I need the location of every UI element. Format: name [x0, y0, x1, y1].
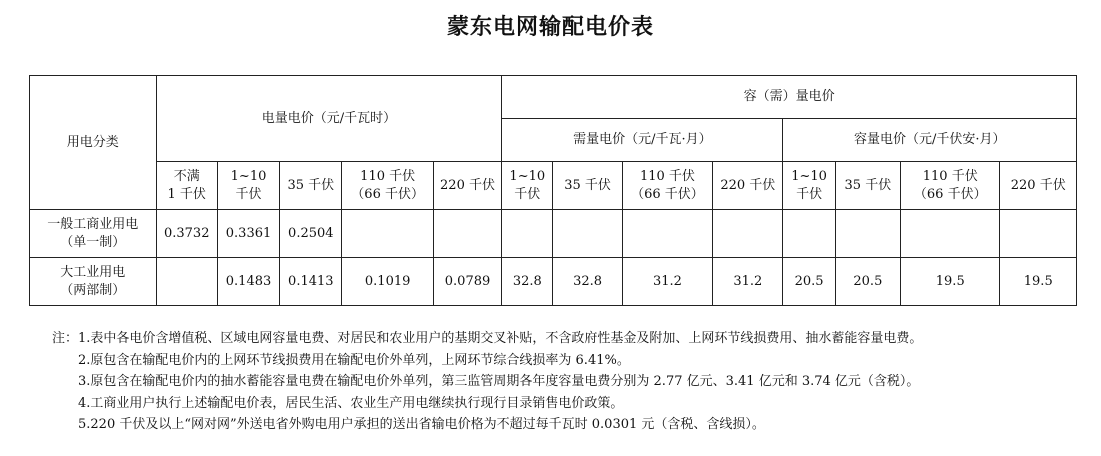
energy-voltage-col [280, 162, 342, 210]
demand-voltage-col [713, 162, 783, 210]
energy-voltage-col [433, 162, 501, 210]
col-label-line: 110 千伏 [360, 168, 416, 184]
price-cell: 32.8 [553, 258, 622, 306]
col-label-line: 110 千伏 [639, 168, 695, 184]
price-cell: 19.5 [901, 258, 1000, 306]
price-cell: 32.8 [502, 258, 553, 306]
capacity-voltage-col [783, 162, 835, 210]
col-label-line: 1 千伏 [167, 186, 206, 202]
price-cell: 31.2 [713, 258, 783, 306]
price-cell: 31.2 [622, 258, 712, 306]
col-label-line: 220 千伏 [1010, 177, 1066, 193]
col-label-line: （66 千伏） [631, 186, 704, 202]
price-cell: 20.5 [783, 258, 835, 306]
energy-price-header: 电量电价（元/千瓦时） [156, 76, 502, 162]
notes-prefix: 注： [52, 331, 79, 346]
col-label-line: 220 千伏 [440, 177, 495, 193]
table-row [30, 258, 1077, 306]
row-header-cell: 用电分类 [30, 76, 157, 210]
price-cell: 0.2504 [280, 210, 342, 258]
demand-voltage-col [502, 162, 553, 210]
price-cell: 0.3732 [156, 210, 217, 258]
capacity-price-header: 容量电价（元/千伏安·月） [783, 119, 1077, 162]
energy-voltage-col [156, 162, 217, 210]
price-cell: 0.0789 [433, 258, 501, 306]
col-label-line: 1~10 [791, 168, 827, 184]
price-cell [156, 258, 217, 306]
col-label-line: 35 千伏 [844, 177, 892, 193]
note-text: 1.表中各电价含增值税、区域电网容量电费、对居民和农业用户的基期交叉补贴，不含政府性基金及附加、上网环节线损费用、抽水蓄能容量电费。 [78, 331, 923, 346]
col-label-line: 35 千伏 [287, 177, 335, 193]
col-label-line: （66 千伏） [351, 186, 424, 202]
category-label: 一般工商业用电 （单一制） [30, 210, 157, 258]
col-label-line: 220 千伏 [720, 177, 776, 193]
category-label: 大工业用电 （两部制） [30, 258, 157, 306]
price-cell [783, 210, 835, 258]
price-cell [553, 210, 622, 258]
demand-price-header: 需量电价（元/千瓦·月） [502, 119, 783, 162]
tariff-table [29, 75, 1077, 306]
price-cell [433, 210, 501, 258]
price-cell [835, 210, 900, 258]
energy-voltage-col [217, 162, 279, 210]
col-label-line: 不满 [173, 168, 200, 184]
page-title: 蒙东电网输配电价表 [446, 15, 654, 40]
price-cell: 20.5 [835, 258, 900, 306]
col-label-line: 千伏 [514, 186, 541, 202]
demand-voltage-col [622, 162, 712, 210]
col-label-line: （66 千伏） [913, 186, 987, 202]
capacity-voltage-col [901, 162, 1000, 210]
col-label-line: 1~10 [230, 168, 267, 184]
price-cell [342, 210, 433, 258]
price-cell [713, 210, 783, 258]
price-cell: 0.1019 [342, 258, 433, 306]
price-cell [901, 210, 1000, 258]
col-label-line: 1~10 [509, 168, 546, 184]
capacity-group-header: 容（需）量电价 [502, 76, 1077, 119]
price-cell: 0.3361 [217, 210, 279, 258]
note-item: 5.220 千伏及以上“网对网”外送电省外购电用户承担的送出省输电价格为不超过每千瓦时 0.0301 元（含税、含线损）。 [78, 417, 765, 432]
price-cell [1000, 210, 1077, 258]
price-cell: 19.5 [1000, 258, 1077, 306]
note-item: 4.工商业用户执行上述输配电价表，居民生活、农业生产用电继续执行现行目录销售电价政策。 [78, 395, 624, 411]
note-item: 3.原包含在输配电价内的抽水蓄能容量电费在输配电价外单列，第三监管周期各年度容量电费分别为 2.77 亿元、3.41 亿元和 3.74 亿元（含税）。 [78, 374, 920, 389]
table-row [30, 210, 1077, 258]
col-label-line: 千伏 [235, 186, 262, 202]
note-item: 2.原包含在输配电价内的上网环节线损费用在输配电价外单列，上网环节综合线损率为 6.41%。 [78, 352, 630, 368]
note-item [52, 328, 1092, 350]
price-cell [502, 210, 553, 258]
col-label-line: 千伏 [796, 186, 823, 202]
price-cell: 0.1483 [217, 258, 279, 306]
price-cell [622, 210, 712, 258]
capacity-voltage-col [835, 162, 900, 210]
col-label-line: 110 千伏 [922, 168, 978, 184]
col-label-line: 35 千伏 [564, 177, 611, 193]
demand-voltage-col [553, 162, 622, 210]
capacity-voltage-col [1000, 162, 1077, 210]
price-cell: 0.1413 [280, 258, 342, 306]
notes-section [52, 328, 1092, 436]
energy-voltage-col [342, 162, 433, 210]
